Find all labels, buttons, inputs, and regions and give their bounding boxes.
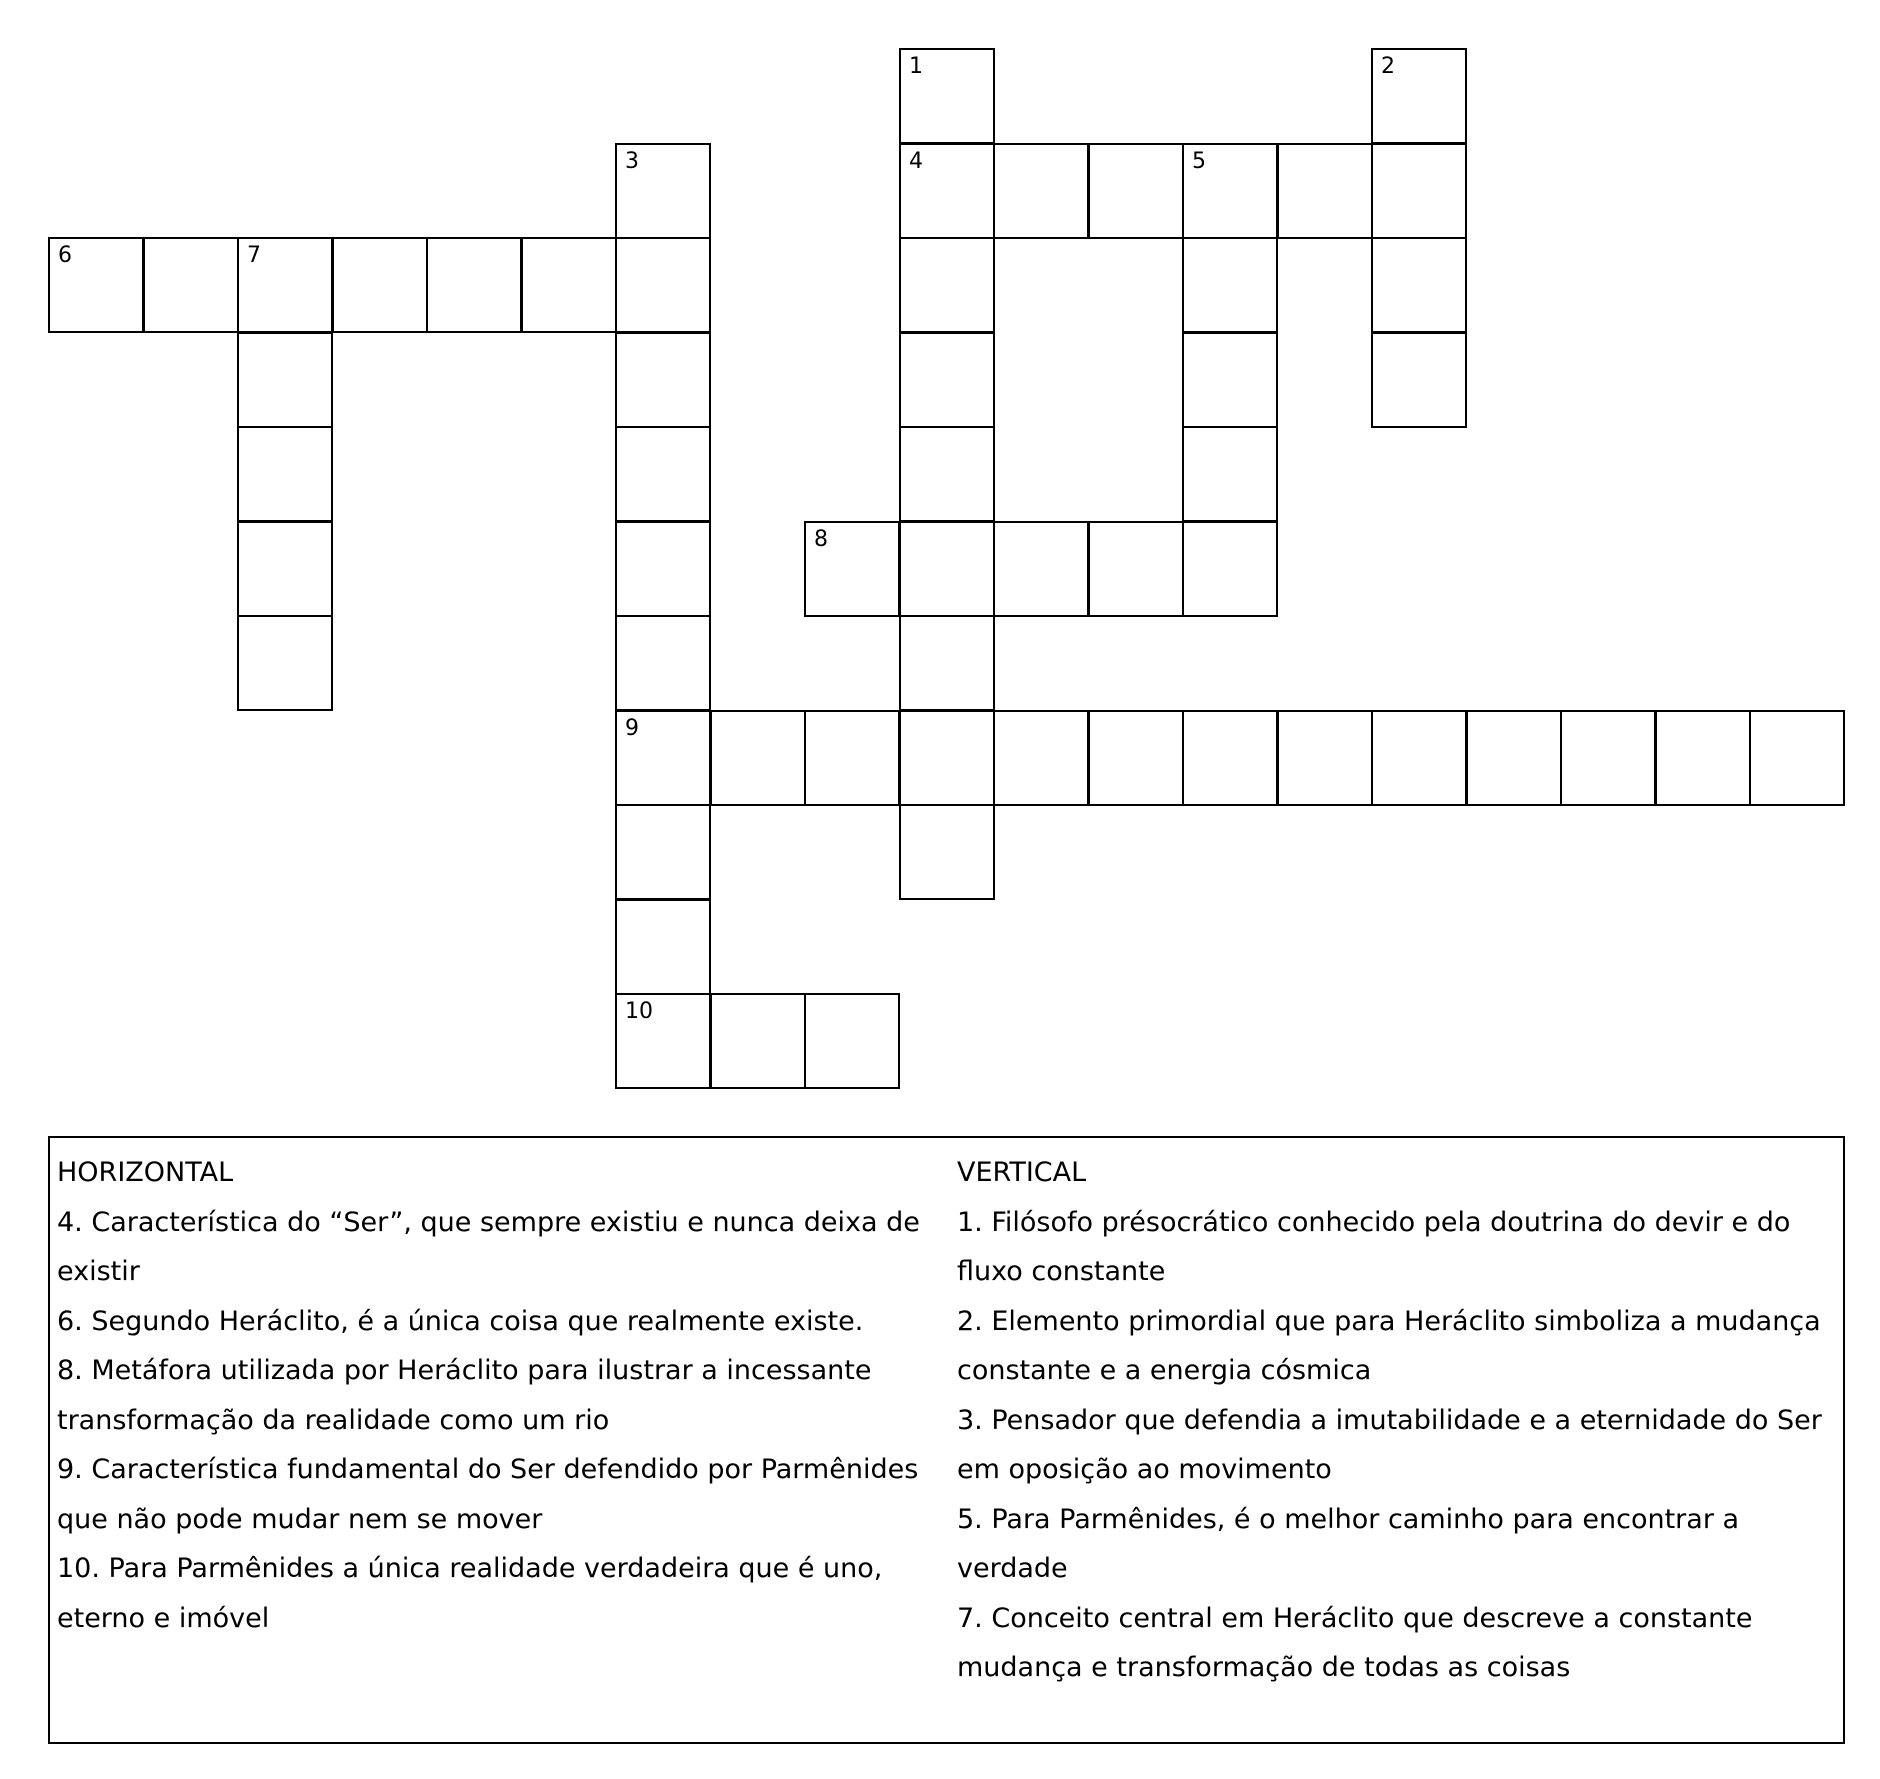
crossword-cell[interactable]: [615, 899, 711, 995]
crossword-cell[interactable]: [1182, 521, 1278, 617]
clue-number: 5: [1192, 149, 1206, 174]
crossword-cell[interactable]: [899, 710, 995, 806]
clue-horizontal-9: 9. Característica fundamental do Ser defendido por Parmênides que não pode mudar nem se mover: [57, 1454, 919, 1535]
clue-horizontal-6: 6. Segundo Heráclito, é a única coisa que realmente existe.: [57, 1305, 864, 1337]
crossword-cell[interactable]: [615, 332, 711, 428]
crossword-cell-4[interactable]: [899, 143, 995, 239]
crossword-cell[interactable]: [1560, 710, 1656, 806]
crossword-cell[interactable]: [899, 237, 995, 333]
crossword-cell[interactable]: [615, 521, 711, 617]
crossword-cell[interactable]: [899, 521, 995, 617]
crossword-cell-6[interactable]: [48, 237, 144, 333]
crossword-cell[interactable]: [1088, 710, 1184, 806]
crossword-cell[interactable]: [1088, 143, 1184, 239]
crossword-cell[interactable]: [710, 710, 806, 806]
crossword-cell[interactable]: [237, 521, 333, 617]
crossword-cell[interactable]: [1466, 710, 1562, 806]
crossword-cell-7[interactable]: [237, 237, 333, 333]
crossword-cell[interactable]: [1277, 710, 1373, 806]
crossword-cell[interactable]: [1371, 710, 1467, 806]
crossword-cell[interactable]: [899, 615, 995, 711]
crossword-cell-1[interactable]: [899, 48, 995, 144]
crossword-cell[interactable]: [615, 615, 711, 711]
clue-horizontal-4: 4. Característica do “Ser”, que sempre existiu e nunca deixa de existir: [57, 1206, 920, 1287]
clue-number: 6: [58, 243, 72, 268]
clue-vertical-3: 3. Pensador que defendia a imutabilidade e a eternidade do Ser em oposição ao movimento: [957, 1404, 1822, 1485]
crossword-cell[interactable]: [1655, 710, 1751, 806]
crossword-cell[interactable]: [1182, 426, 1278, 522]
crossword-cell[interactable]: [1277, 143, 1373, 239]
crossword-cell[interactable]: [1371, 332, 1467, 428]
crossword-cell[interactable]: [993, 710, 1089, 806]
crossword-cell[interactable]: [143, 237, 239, 333]
clue-number: 8: [814, 527, 828, 552]
crossword-cell[interactable]: [426, 237, 522, 333]
crossword-cell[interactable]: [1182, 237, 1278, 333]
clue-number: 2: [1381, 54, 1395, 79]
crossword-cell[interactable]: [899, 332, 995, 428]
crossword-cell[interactable]: [1182, 332, 1278, 428]
crossword-cell-2[interactable]: [1371, 48, 1467, 144]
crossword-cell[interactable]: [615, 804, 711, 900]
crossword-cell[interactable]: [993, 143, 1089, 239]
clue-number: 1: [909, 54, 923, 79]
horizontal-clues: [57, 1148, 935, 1643]
horizontal-title: HORIZONTAL: [57, 1157, 234, 1188]
vertical-clues: [957, 1148, 1835, 1693]
clue-number: 4: [909, 149, 923, 174]
crossword-cell-8[interactable]: [804, 521, 900, 617]
clue-number: 7: [247, 243, 261, 268]
crossword-cell-9[interactable]: [615, 710, 711, 806]
crossword-cell[interactable]: [1182, 710, 1278, 806]
clue-horizontal-8: 8. Metáfora utilizada por Heráclito para ilustrar a incessante transformação da realidade como um rio: [57, 1355, 872, 1436]
clues-box: [48, 1136, 1845, 1744]
crossword-cell-3[interactable]: [615, 143, 711, 239]
clue-vertical-5: 5. Para Parmênides, é o melhor caminho para encontrar a verdade: [957, 1503, 1740, 1584]
crossword-cell[interactable]: [899, 804, 995, 900]
crossword-cell[interactable]: [237, 332, 333, 428]
clue-number: 9: [625, 716, 639, 741]
crossword-cell[interactable]: [237, 426, 333, 522]
crossword-cell[interactable]: [899, 426, 995, 522]
crossword-cell[interactable]: [1749, 710, 1845, 806]
crossword-cell[interactable]: [804, 993, 900, 1089]
clue-horizontal-10: 10. Para Parmênides a única realidade verdadeira que é uno, eterno e imóvel: [57, 1553, 883, 1634]
crossword-cell-5[interactable]: [1182, 143, 1278, 239]
crossword-cell[interactable]: [615, 237, 711, 333]
vertical-title: VERTICAL: [957, 1157, 1087, 1188]
crossword-cell[interactable]: [1371, 143, 1467, 239]
clue-vertical-2: 2. Elemento primordial que para Heráclito simboliza a mudança constante e a energia cósmica: [957, 1305, 1821, 1386]
clue-number: 10: [625, 999, 653, 1024]
clue-vertical-7: 7. Conceito central em Heráclito que descreve a constante mudança e transformação de todas as coisas: [957, 1602, 1753, 1683]
crossword-cell-10[interactable]: [615, 993, 711, 1089]
clue-vertical-1: 1. Filósofo présocrático conhecido pela doutrina do devir e do fluxo constante: [957, 1206, 1791, 1287]
clue-number: 3: [625, 149, 639, 174]
crossword-cell[interactable]: [993, 521, 1089, 617]
crossword-cell[interactable]: [521, 237, 617, 333]
crossword-cell[interactable]: [1371, 237, 1467, 333]
crossword-cell[interactable]: [1088, 521, 1184, 617]
crossword-cell[interactable]: [237, 615, 333, 711]
crossword-cell[interactable]: [615, 426, 711, 522]
crossword-cell[interactable]: [710, 993, 806, 1089]
crossword-cell[interactable]: [332, 237, 428, 333]
crossword-cell[interactable]: [804, 710, 900, 806]
